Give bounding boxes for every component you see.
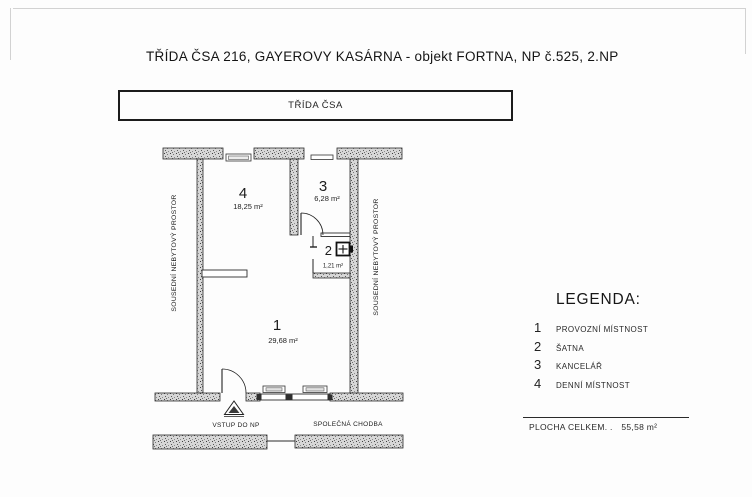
total-divider — [523, 417, 689, 418]
legend-number: 2 — [534, 338, 542, 354]
window-bottom1-inner — [266, 388, 282, 391]
scan-artifact-top — [13, 8, 746, 9]
scan-artifact-left — [10, 8, 11, 60]
wall-pier-2 — [286, 395, 293, 401]
page-title: TŘÍDA ČSA 216, GAYEROVY KASÁRNA - objekt FORTNA, NP č.525, 2.NP — [146, 49, 619, 64]
right-neighbour-label: SOUSEDNÍ NEBYTOVÝ PROSTOR — [373, 198, 380, 316]
total-area-label: PLOCHA CELKEM. . — [529, 422, 613, 432]
corridor-wall-right — [295, 435, 403, 448]
room4-area: 18,25 m² — [233, 202, 263, 211]
legend-item-1 — [534, 320, 724, 339]
scan-artifact-right — [745, 8, 746, 54]
room2-top-wall — [321, 233, 350, 237]
window-top2-icon — [311, 155, 333, 160]
legend-item-2 — [534, 339, 724, 358]
entrance-arrow-icon — [224, 401, 244, 417]
partition-room3 — [290, 159, 298, 235]
room3-area: 6,28 m² — [314, 194, 340, 203]
corridor-wall-left — [153, 435, 267, 449]
walls — [153, 148, 403, 449]
room3-number: 3 — [318, 178, 328, 195]
right-wall — [350, 159, 358, 399]
bottom-wall-right — [330, 393, 403, 401]
room2-area: 1,21 m² — [322, 263, 344, 270]
room2-bottom-wall — [313, 273, 350, 278]
legend-rows — [534, 320, 724, 394]
floorplan-drawing — [140, 135, 430, 465]
legend-label: KANCELÁŘ — [556, 362, 603, 371]
room4-partition-stub — [202, 270, 247, 277]
legend-title: LEGENDA: — [556, 291, 641, 308]
door-room3-arc-icon — [301, 213, 323, 235]
legend-label: DENNÍ MÍSTNOST — [556, 380, 631, 390]
legend-number: 1 — [534, 320, 542, 335]
corridor-label: SPOLEČNÁ CHODBA — [313, 421, 383, 428]
top-wall-left — [163, 148, 223, 159]
doors — [222, 213, 323, 393]
legend-item-3 — [534, 357, 724, 376]
room1-number: 1 — [272, 317, 282, 334]
total-area — [529, 422, 657, 432]
top-wall-middle — [254, 148, 304, 159]
wall-pier-1 — [257, 394, 262, 400]
legend-label: ŠATNA — [556, 343, 585, 353]
legend-number: 3 — [534, 357, 542, 372]
legend — [534, 291, 724, 394]
window-bottom2-inner — [306, 388, 324, 391]
wall-pier-3 — [328, 395, 333, 401]
legend-item-4 — [534, 376, 724, 395]
room2-number: 2 — [324, 243, 332, 258]
legend-label: PROVOZNÍ MÍSTNOST — [556, 325, 649, 334]
entrance-label: VSTUP DO NP — [212, 422, 260, 429]
street-box — [118, 90, 513, 121]
street-label: TŘÍDA ČSA — [288, 100, 343, 111]
total-area-value: 55,58 m² — [621, 422, 658, 432]
door-entrance-arc-icon — [222, 369, 246, 393]
room1-area: 29,68 m² — [268, 336, 298, 345]
corridor-opening-wall — [260, 394, 330, 400]
window-top-inner — [229, 156, 249, 160]
room4-number: 4 — [238, 185, 248, 202]
legend-number: 4 — [534, 375, 542, 391]
bottom-wall-left — [155, 393, 220, 401]
left-neighbour-label: SOUSEDNÍ NEBYTOVÝ PROSTOR — [171, 194, 178, 312]
top-wall-right — [337, 148, 402, 159]
